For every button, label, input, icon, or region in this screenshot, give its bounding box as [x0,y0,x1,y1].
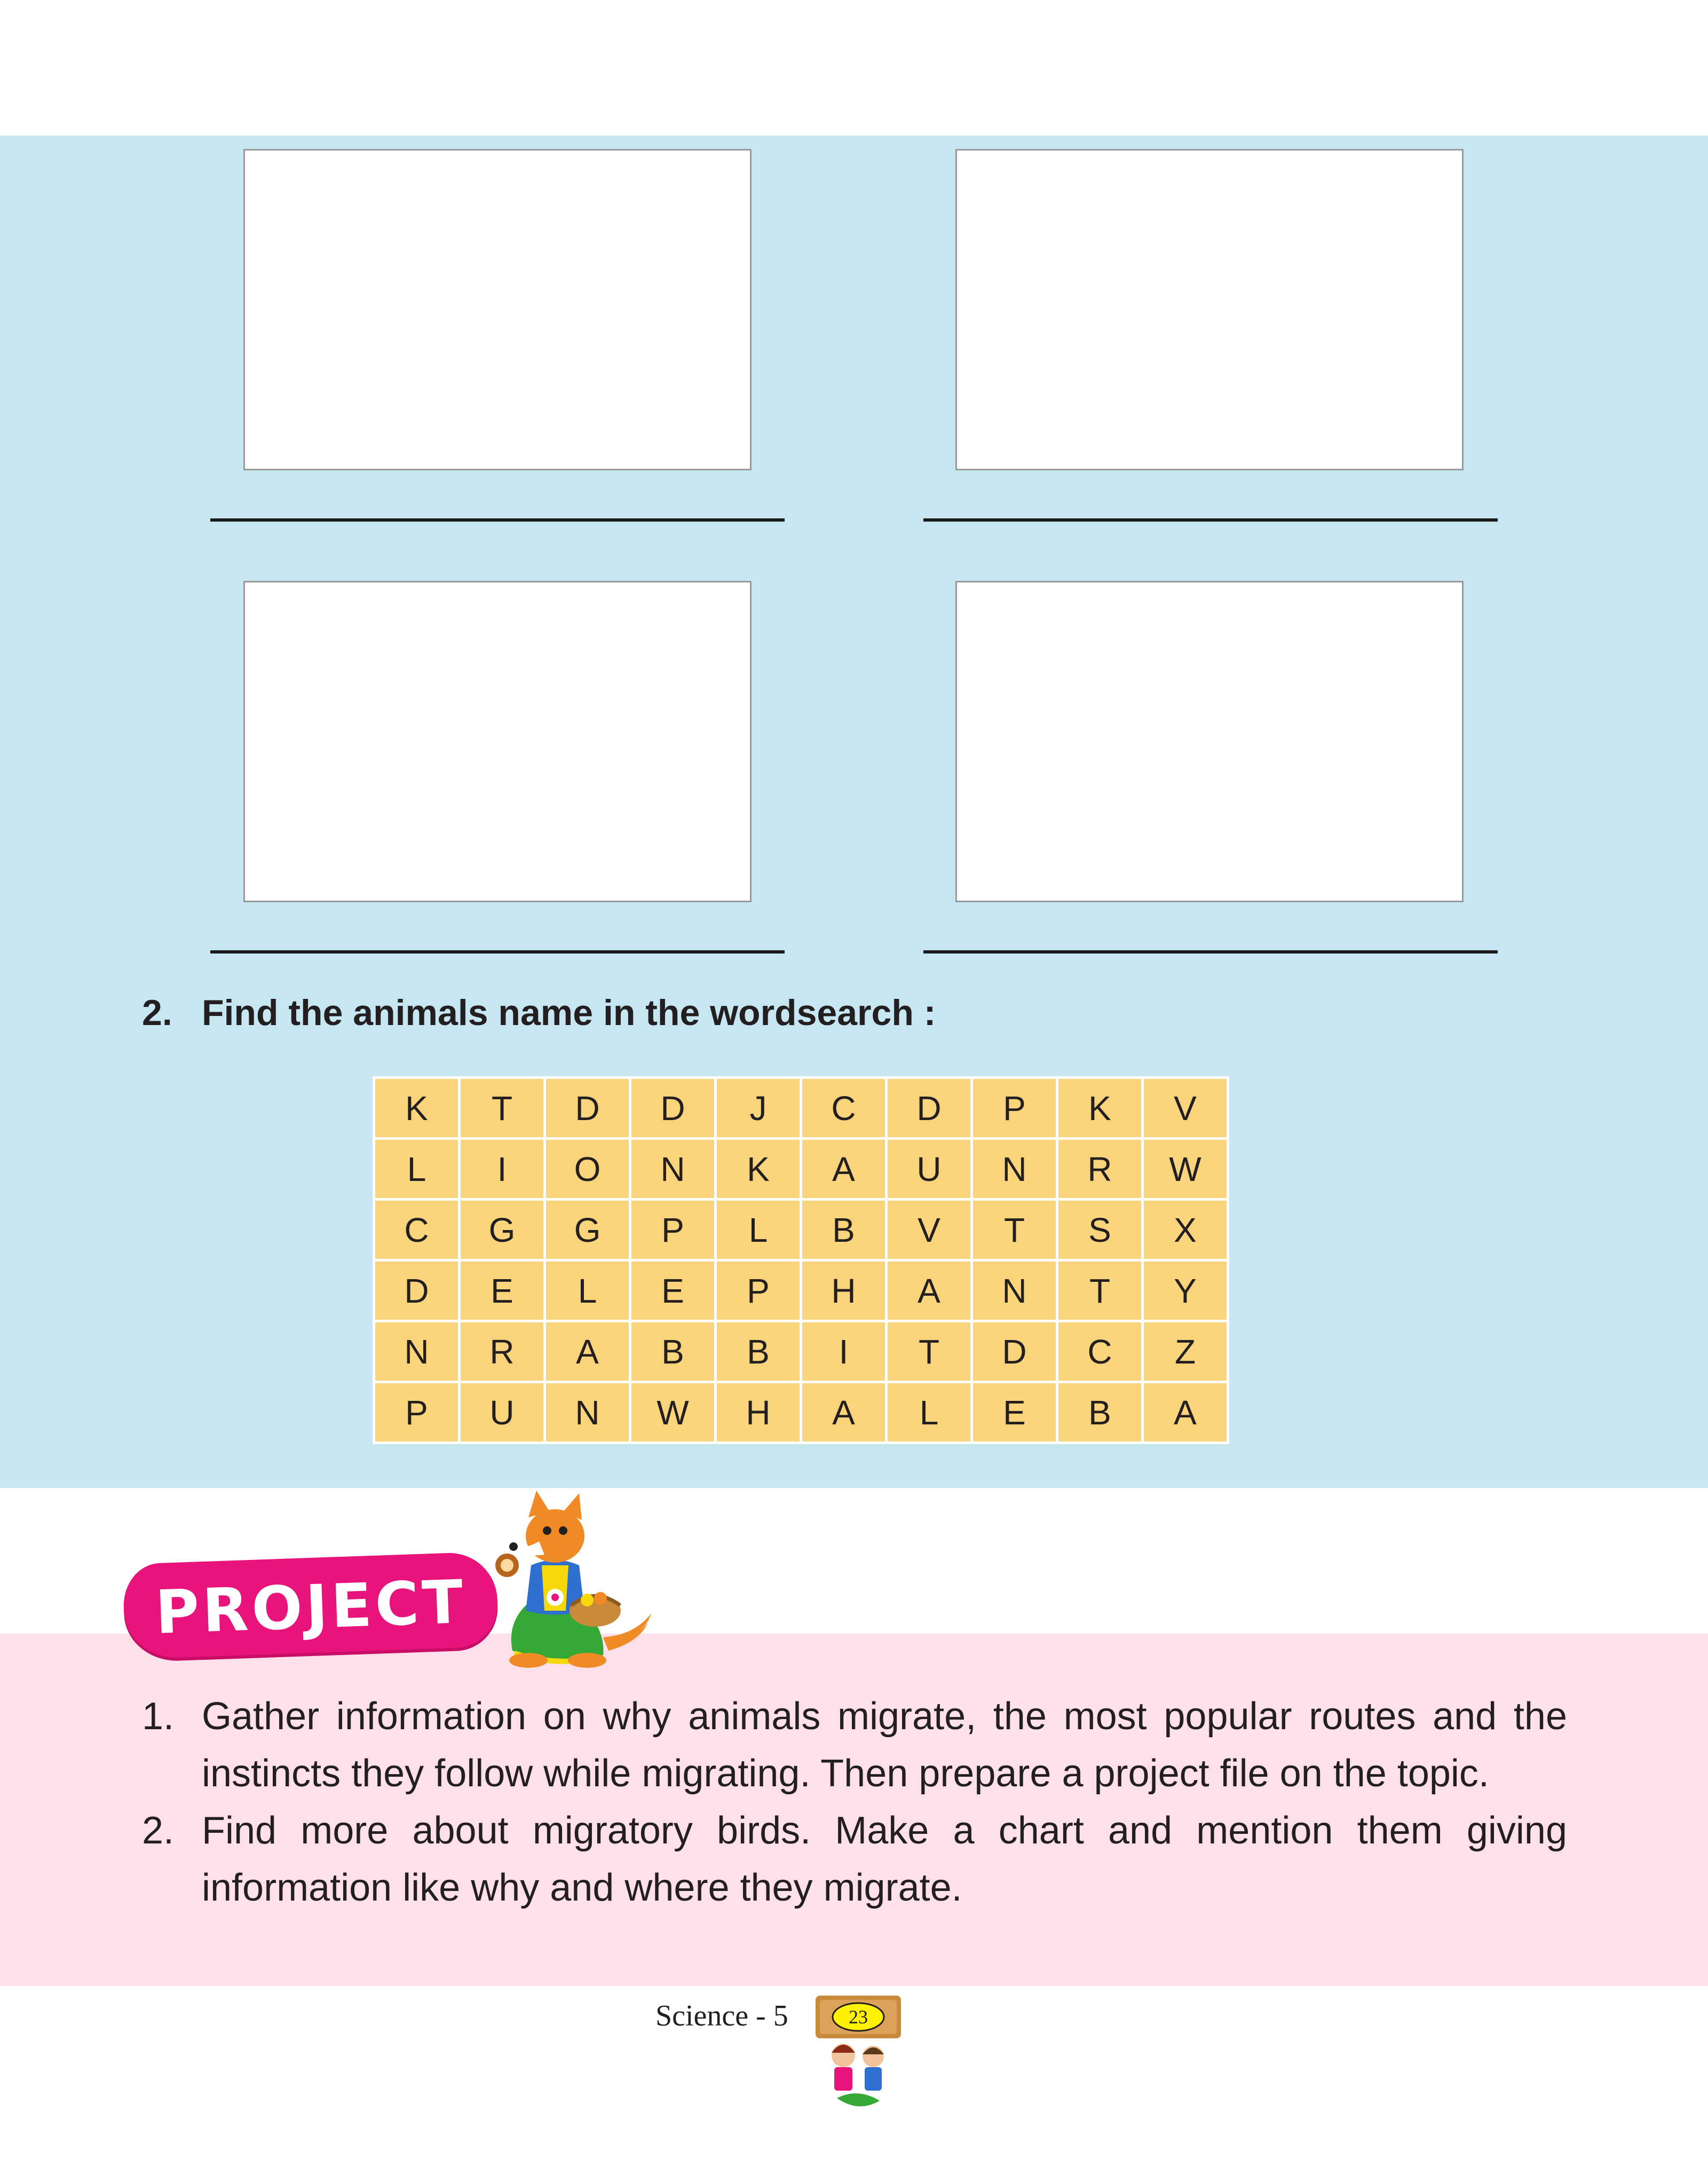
wordsearch-row [374,1078,1228,1139]
wordsearch-cell[interactable]: C [374,1200,460,1260]
wordsearch-cell[interactable]: X [1143,1200,1228,1260]
wordsearch-cell[interactable]: P [972,1078,1057,1139]
wordsearch-row [374,1200,1228,1260]
wordsearch-cell[interactable]: Z [1143,1321,1228,1382]
project-badge [122,1551,499,1659]
wordsearch-cell[interactable]: C [1057,1321,1143,1382]
wordsearch-cell[interactable]: E [460,1260,545,1321]
wordsearch-cell[interactable]: D [630,1078,716,1139]
wordsearch-cell[interactable]: I [460,1139,545,1200]
drawing-box-2[interactable] [955,149,1464,470]
wordsearch-cell[interactable]: P [716,1260,801,1321]
wordsearch-cell[interactable]: A [887,1260,972,1321]
wordsearch-cell[interactable]: A [801,1382,887,1443]
wordsearch-cell[interactable]: K [716,1139,801,1200]
question-text: Find the animals name in the wordsearch : [202,992,936,1033]
drawing-box-3[interactable] [243,581,752,902]
wordsearch-cell[interactable]: B [1057,1382,1143,1443]
question-number: 2. [142,992,172,1033]
drawing-box-1[interactable] [243,149,752,470]
wordsearch-row [374,1260,1228,1321]
wordsearch-cell[interactable]: N [374,1321,460,1382]
wordsearch-cell[interactable]: N [972,1139,1057,1200]
project-task-2 [142,1802,1567,1917]
wordsearch-cell[interactable]: N [545,1382,630,1443]
wordsearch-cell[interactable]: H [716,1382,801,1443]
wordsearch-cell[interactable]: D [887,1078,972,1139]
wordsearch-cell[interactable]: R [460,1321,545,1382]
wordsearch-row [374,1382,1228,1443]
wordsearch-cell[interactable]: A [1143,1382,1228,1443]
wordsearch-cell[interactable]: J [716,1078,801,1139]
wordsearch-cell[interactable]: B [630,1321,716,1382]
wordsearch-cell[interactable]: L [887,1382,972,1443]
wordsearch-row [374,1321,1228,1382]
wordsearch-cell[interactable]: E [972,1382,1057,1443]
wordsearch-cell[interactable]: R [1057,1139,1143,1200]
book-title: Science - 5 [655,1999,788,2032]
project-task-list [142,1688,1567,1917]
drawing-box-4[interactable] [955,581,1464,902]
wordsearch-cell[interactable]: W [630,1382,716,1443]
wordsearch-cell[interactable]: D [972,1321,1057,1382]
wordsearch-cell[interactable]: A [801,1139,887,1200]
wordsearch-cell[interactable]: L [716,1200,801,1260]
wordsearch-cell[interactable]: T [460,1078,545,1139]
wordsearch-cell[interactable]: T [1057,1260,1143,1321]
answer-line-4[interactable] [923,950,1498,953]
wordsearch-cell[interactable]: N [630,1139,716,1200]
task-text: Gather information on why animals migrate, the most popular routes and the instincts they follow while migrating. Then prepare a project file on the topic. [202,1695,1567,1795]
question-2 [142,992,936,1034]
task-text: Find more about migratory birds. Make a chart and mention them giving information like why and where they migrate. [202,1809,1567,1909]
wordsearch-cell[interactable]: P [374,1382,460,1443]
wordsearch-cell[interactable]: G [460,1200,545,1260]
page-number: 23 [849,2006,868,2028]
wordsearch-cell[interactable]: O [545,1139,630,1200]
wordsearch-cell[interactable]: U [460,1382,545,1443]
wordsearch-cell[interactable]: T [887,1321,972,1382]
wordsearch-cell[interactable]: P [630,1200,716,1260]
wordsearch-cell[interactable]: E [630,1260,716,1321]
wordsearch-cell[interactable]: H [801,1260,887,1321]
wordsearch-cell[interactable]: L [545,1260,630,1321]
page-number-sign [810,1991,906,2114]
answer-line-3[interactable] [210,950,785,953]
wordsearch-cell[interactable]: A [545,1321,630,1382]
project-heading: PROJECT [154,1567,468,1648]
wordsearch-cell[interactable]: B [716,1321,801,1382]
wordsearch-cell[interactable]: V [1143,1078,1228,1139]
wordsearch-grid [373,1076,1229,1444]
wordsearch-cell[interactable]: N [972,1260,1057,1321]
wordsearch-row [374,1139,1228,1200]
wordsearch-cell[interactable]: D [545,1078,630,1139]
wordsearch-cell[interactable]: T [972,1200,1057,1260]
wordsearch-cell[interactable]: C [801,1078,887,1139]
wordsearch-cell[interactable]: D [374,1260,460,1321]
task-number: 1. [142,1695,175,1738]
wordsearch-cell[interactable]: L [374,1139,460,1200]
wordsearch-cell[interactable]: W [1143,1139,1228,1200]
wordsearch-cell[interactable]: Y [1143,1260,1228,1321]
answer-line-1[interactable] [210,518,785,522]
wordsearch-cell[interactable]: B [801,1200,887,1260]
task-number: 2. [142,1809,175,1852]
wordsearch-cell[interactable]: K [1057,1078,1143,1139]
wordsearch-cell[interactable]: I [801,1321,887,1382]
wordsearch-cell[interactable]: G [545,1200,630,1260]
project-task-1 [142,1688,1567,1802]
answer-line-2[interactable] [923,518,1498,522]
fox-mascot-illustration [475,1491,657,1683]
wordsearch-cell[interactable]: V [887,1200,972,1260]
wordsearch-cell[interactable]: S [1057,1200,1143,1260]
wordsearch-cell[interactable]: K [374,1078,460,1139]
wordsearch-cell[interactable]: U [887,1139,972,1200]
